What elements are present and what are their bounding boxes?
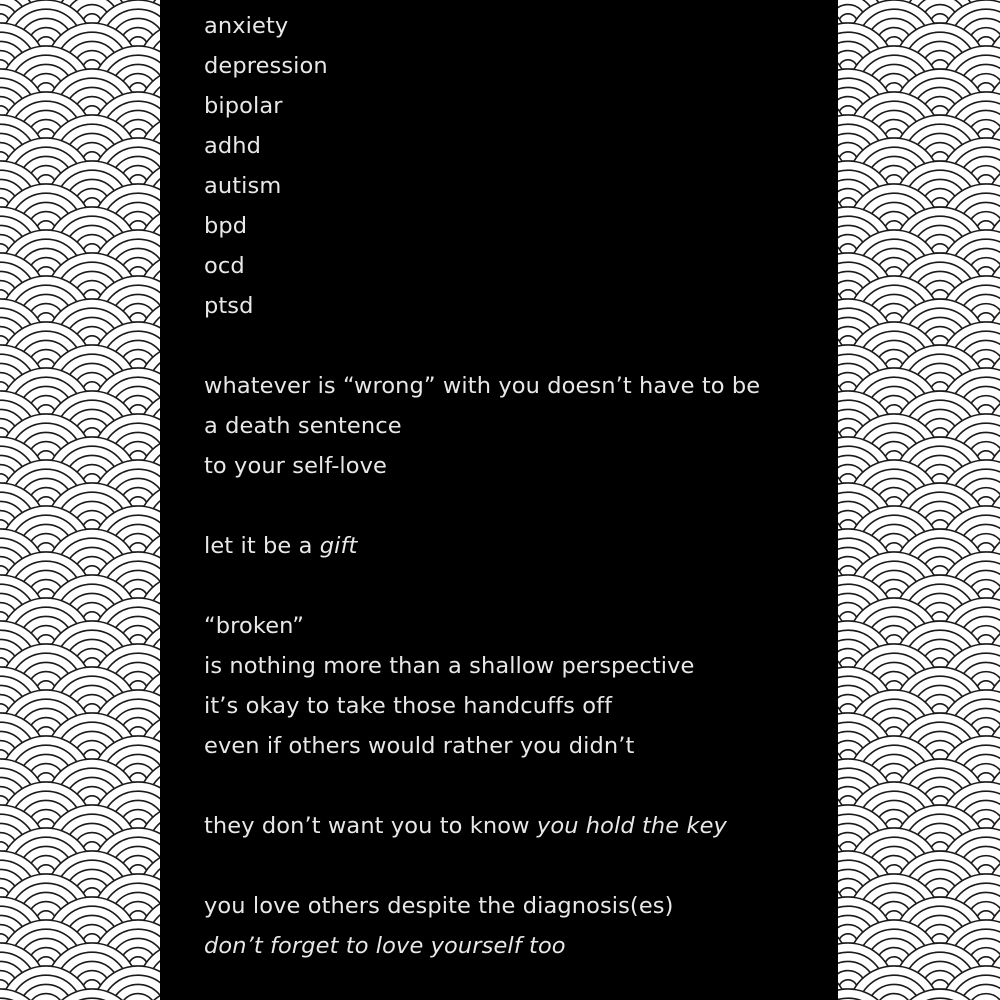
seigaiha-wave-icon	[0, 0, 160, 1000]
poem-line: you love others despite the diagnosis(es)	[204, 893, 674, 919]
poem-line: is nothing more than a shallow perspective	[204, 653, 695, 679]
poem-line: depression	[204, 53, 328, 79]
poem-text	[204, 6, 824, 966]
stanza-break	[204, 326, 824, 366]
stanza-broken	[204, 606, 824, 766]
seigaiha-pattern-left	[0, 0, 160, 1000]
poem-card	[160, 0, 838, 1000]
poem-text-italic: you hold the key	[536, 813, 727, 839]
poem-line-italic: don’t forget to love yourself too	[204, 933, 566, 959]
stanza-love	[204, 886, 824, 966]
poem-line: ptsd	[204, 293, 254, 319]
poem-line: whatever is “wrong” with you doesn’t have to be	[204, 373, 761, 399]
poem-line: anxiety	[204, 13, 289, 39]
seigaiha-pattern-right	[838, 0, 1000, 1000]
poem-line: bipolar	[204, 93, 283, 119]
stanza-conditions	[204, 6, 824, 326]
poem-line: to your self-love	[204, 453, 387, 479]
poem-text-plain: they don’t want you to know	[204, 813, 537, 839]
stanza-wrong	[204, 366, 824, 486]
poem-text-plain: let it be a	[204, 533, 320, 559]
poem-line: “broken”	[204, 613, 305, 639]
poem-line: ocd	[204, 253, 245, 279]
poem-text-italic: gift	[319, 533, 358, 559]
poem-line: it’s okay to take those handcuffs off	[204, 693, 613, 719]
stanza-break	[204, 766, 824, 806]
stanza-break	[204, 846, 824, 886]
poem-line: adhd	[204, 133, 262, 159]
stanza-break	[204, 486, 824, 526]
poem-line: autism	[204, 173, 282, 199]
poem-line: even if others would rather you didn’t	[204, 733, 635, 759]
poem-line: bpd	[204, 213, 248, 239]
stanza-break	[204, 566, 824, 606]
poem-line: a death sentence	[204, 413, 402, 439]
seigaiha-wave-icon	[838, 0, 1000, 1000]
poem-line-gift	[204, 526, 824, 566]
poem-line-key	[204, 806, 824, 846]
